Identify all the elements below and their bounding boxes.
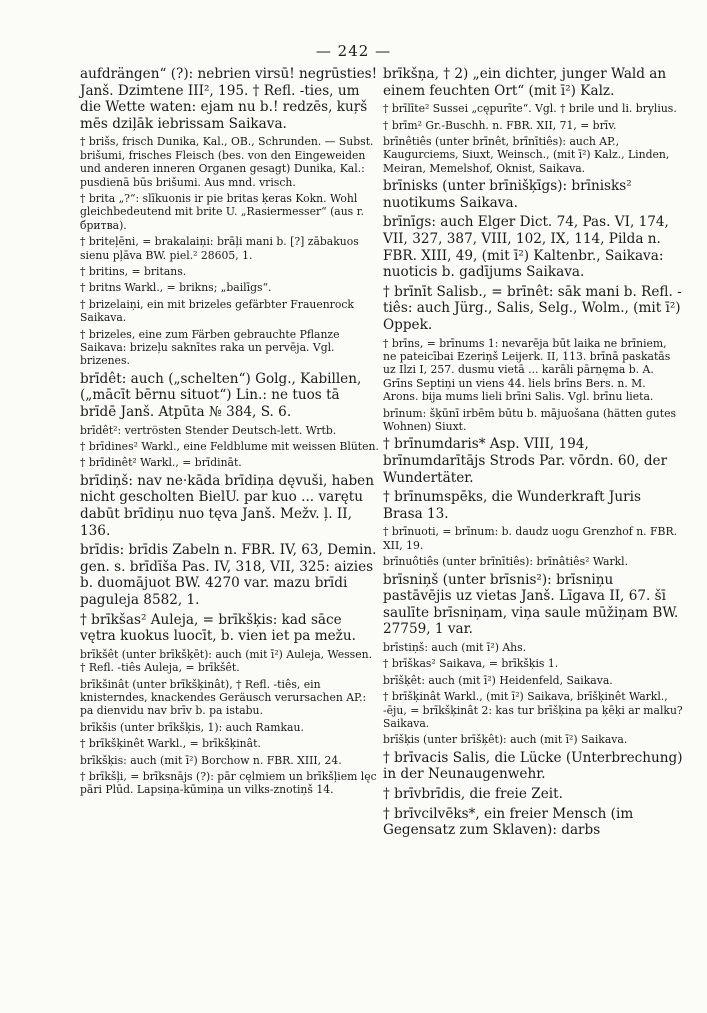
dictionary-entry: † brīdinêt² Warkl., = brīdināt. (80, 456, 242, 470)
dictionary-entry: brīkšêt (unter brīkšķēt): auch (mit ī²) Auleja, Wessen. † Refl. -tiês Auleja, = brīkšêt. (80, 647, 373, 675)
page-number: — 242 — (315, 42, 392, 60)
dictionary-entry: † brīm² Gr.-Buschh. n. FBR. XII, 71, = brīv. (383, 118, 617, 132)
dictionary-entry: brīdis: brīdis Zabeln n. FBR. IV, 63, Demin. gen. s. brīdīša Pas. IV, 318, VII, 325: aizies b. duomājuot BW. 4270 var. mazu brīdi paguleja 8582, 1. (80, 542, 377, 609)
dictionary-entry: brīkšņa, † 2) „ein dichter, junger Wald an einem feuchten Ort“ (mit ī²) Kalz. (383, 66, 667, 99)
dictionary-entry: brīstiņš: auch (mit ī²) Ahs. (383, 640, 527, 654)
right-column (383, 66, 683, 842)
dictionary-entry: † britns Warkl., = brikns; „bailīgs“. (80, 281, 272, 295)
dictionary-entry: brīkšinât (unter brīkšķinât), † Refl. -tiês, ein knisterndes, knackendes Geräusch verursachen AP.: pa dienvidu nav brīv b. pa istabu. (80, 677, 367, 718)
dictionary-entry: † brīvbrīdis, die freie Zeit. (383, 786, 563, 802)
dictionary-entry: † brīkšķinêt Warkl., = brīkšķinât. (80, 737, 261, 751)
dictionary-entry: brīdêt: auch („schelten“) Golg., Kabillen, („mācīt bērnu situot“) Lin.: ne tuos tā brīdē Janš. Atpūta № 384, S. 6. (80, 370, 362, 421)
dictionary-entry: brīnisks (unter brīnišķīgs): brīnisks² nuotikums Saikava. (383, 178, 632, 211)
dictionary-entry: † brita „?“: slīkuonis ir pie britas ķeras Kokn. Wohl gleichbedeutend mit brite U. „Rasiermesser“ (aus r. бритва). (80, 192, 365, 232)
dictionary-entry: † brīvcilvēks*, ein freier Mensch (im Gegensatz zum Sklaven): darbs (383, 805, 634, 839)
dictionary-entry: † brīns, = brīnums 1: nevarēja būt laika ne brīniem, ne pateicībai Ezeriņš Leijerk. II, 113. brīnā paskatās uz Ilzi I, 257. dusmu vietā ... karāli pārņęma b. A. Grīns Septiņi un viens 44. liels brīns Bers. n. M. Arons. bija mums lieli brīni Salis. Vgl. brīnu lieta. (383, 336, 671, 404)
dictionary-entry: † brīkšas² Auleja, = brīkšķis: kad sāce vętra kuokus luocīt, b. vien iet pa mežu. (80, 611, 356, 645)
left-column (80, 66, 380, 800)
dictionary-entry: † brizelaiņi, ein mit brizeles gefärbter Frauenrock Saikava. (80, 297, 354, 325)
dictionary-entry: † brīlīte² Sussei „cępurīte“. Vgl. † brile und li. brylius. (383, 102, 677, 116)
dictionary-entry: † brīvacis Salis, die Lücke (Unterbrechung) in der Neunaugenwehr. (383, 749, 683, 783)
dictionary-entry: brīnīgs: auch Elger Dict. 74, Pas. VI, 174, VII, 327, 387, VIII, 102, IX, 114, Pilda n. FBR. XIII, 49, (mit ī²) Kaltenbr., Saikava: nuoticis b. gadījums Saikava. (383, 214, 669, 281)
dictionary-entry: † brīšķinât Warkl., (mit ī²) Saikava, brīšķinêt Warkl., -ēju, = brīkšķinât 2: kas tur brīšķina pa ķēķi ar malku? Saikava. (383, 690, 683, 730)
dictionary-entry: brīdêt²: vertrösten Stender Deutsch-lett. Wrtb. (80, 423, 337, 437)
dictionary-entry: brīsniņš (unter brīsnis²): brīsniņu pastāvējis uz vietas Janš. Līgava II, 67. šī saulīte brīsniņam, viņa saule mūžiņam BW. 27759, 1 var. (383, 571, 679, 638)
dictionary-entry: † brizeles, eine zum Färben gebrauchte Pflanze Saikava: brizeļu saknītes raka un pervēja. Vgl. brizenes. (80, 327, 340, 368)
dictionary-entry: brīkšis (unter brīkšķis, 1): auch Ramkau. (80, 720, 304, 734)
dictionary-entry: † brīkšļi, = brīksnājs (?): pār cęlmiem un brīkšļiem lęc pāri Plūd. Lapsiņa-kūmiņa un vilks-znotiņš 14. (80, 770, 377, 797)
dictionary-entry: brīkšķis: auch (mit ī²) Borchow n. FBR. XIII, 24. (80, 753, 342, 767)
dictionary-entry: brīnum: šķūnī irbēm būtu b. mājuošana (hätten gutes Wohnen) Siuxt. (383, 406, 677, 433)
dictionary-entry: brīnuôtiês (unter brīnītiês): brīnâtiês² Warkl. (383, 555, 629, 569)
dictionary-entry: † brīnīt Salisb., = brīnêt: sāk mani b. Refl. -tiês: auch Jürg., Salis, Selg., Wolm., (mit ī²) Oppek. (383, 283, 682, 333)
dictionary-entry: † brīnumdaris* Asp. VIII, 194, brīnumdarītājs Strods Par. vōrdn. 60, der Wundertäter. (383, 436, 668, 486)
dictionary-entry: † britins, = britans. (80, 265, 187, 279)
dictionary-entry: † brīdines² Warkl., eine Feldblume mit weissen Blüten. (80, 440, 379, 454)
dictionary-entry: brīšķêt: auch (mit ī²) Heidenfeld, Saikava. (383, 673, 613, 687)
dictionary-entry: † brīnumspēks, die Wunderkraft Juris Brasa 13. (383, 489, 641, 522)
dictionary-entry: † brīnuoti, = brīnum: b. daudz uogu Grenzhof n. FBR. XII, 19. (383, 525, 678, 552)
dictionary-entry: † brīškas² Saikava, = brīkšķis 1. (383, 657, 559, 671)
dictionary-entry: † brišs, frisch Dunika, Kal., OB., Schrunden. — Subst. brišumi, frisches Fleisch (bes. von den Eingeweiden und anderen inneren Organen gesagt) Dunika, Kal.: pusdienā būs brišumi. Aus mnd. vrisch. (80, 135, 374, 189)
dictionary-entry: brīnêtiês (unter brīnêt, brīnītiês): auch AP., Kaugurciems, Siuxt, Weinsch., (mit ī²) Kalz., Linden, Meiran, Memelshof, Oknist, Saikava. (383, 135, 670, 175)
dictionary-entry: † briteļēni, = brakalaiņi: brāļi mani b. [?] zābakuos sienu pļāva BW. piel.² 28605, 1. (80, 235, 359, 262)
dictionary-entry: brīšķis (unter brīšķêt): auch (mit ī²) Saikava. (383, 733, 628, 747)
dictionary-entry: brīdiņš: nav ne·kāda brīdiņa dęvuši, haben nicht gescholten BielU. par kuo ... varętu dabūt brīdiņu nuo tęva Janš. Mežv. ļ. II, 136. (80, 472, 374, 539)
dictionary-entry: aufdrängen“ (?): nebrien virsū! negrūsties! Janš. Dzimtene III², 195. † Refl. -ties, um die Wette waten: ejam nu b.! redzēs, kuŗš mēs dziļāk iebrissam Saikava. (80, 66, 378, 132)
